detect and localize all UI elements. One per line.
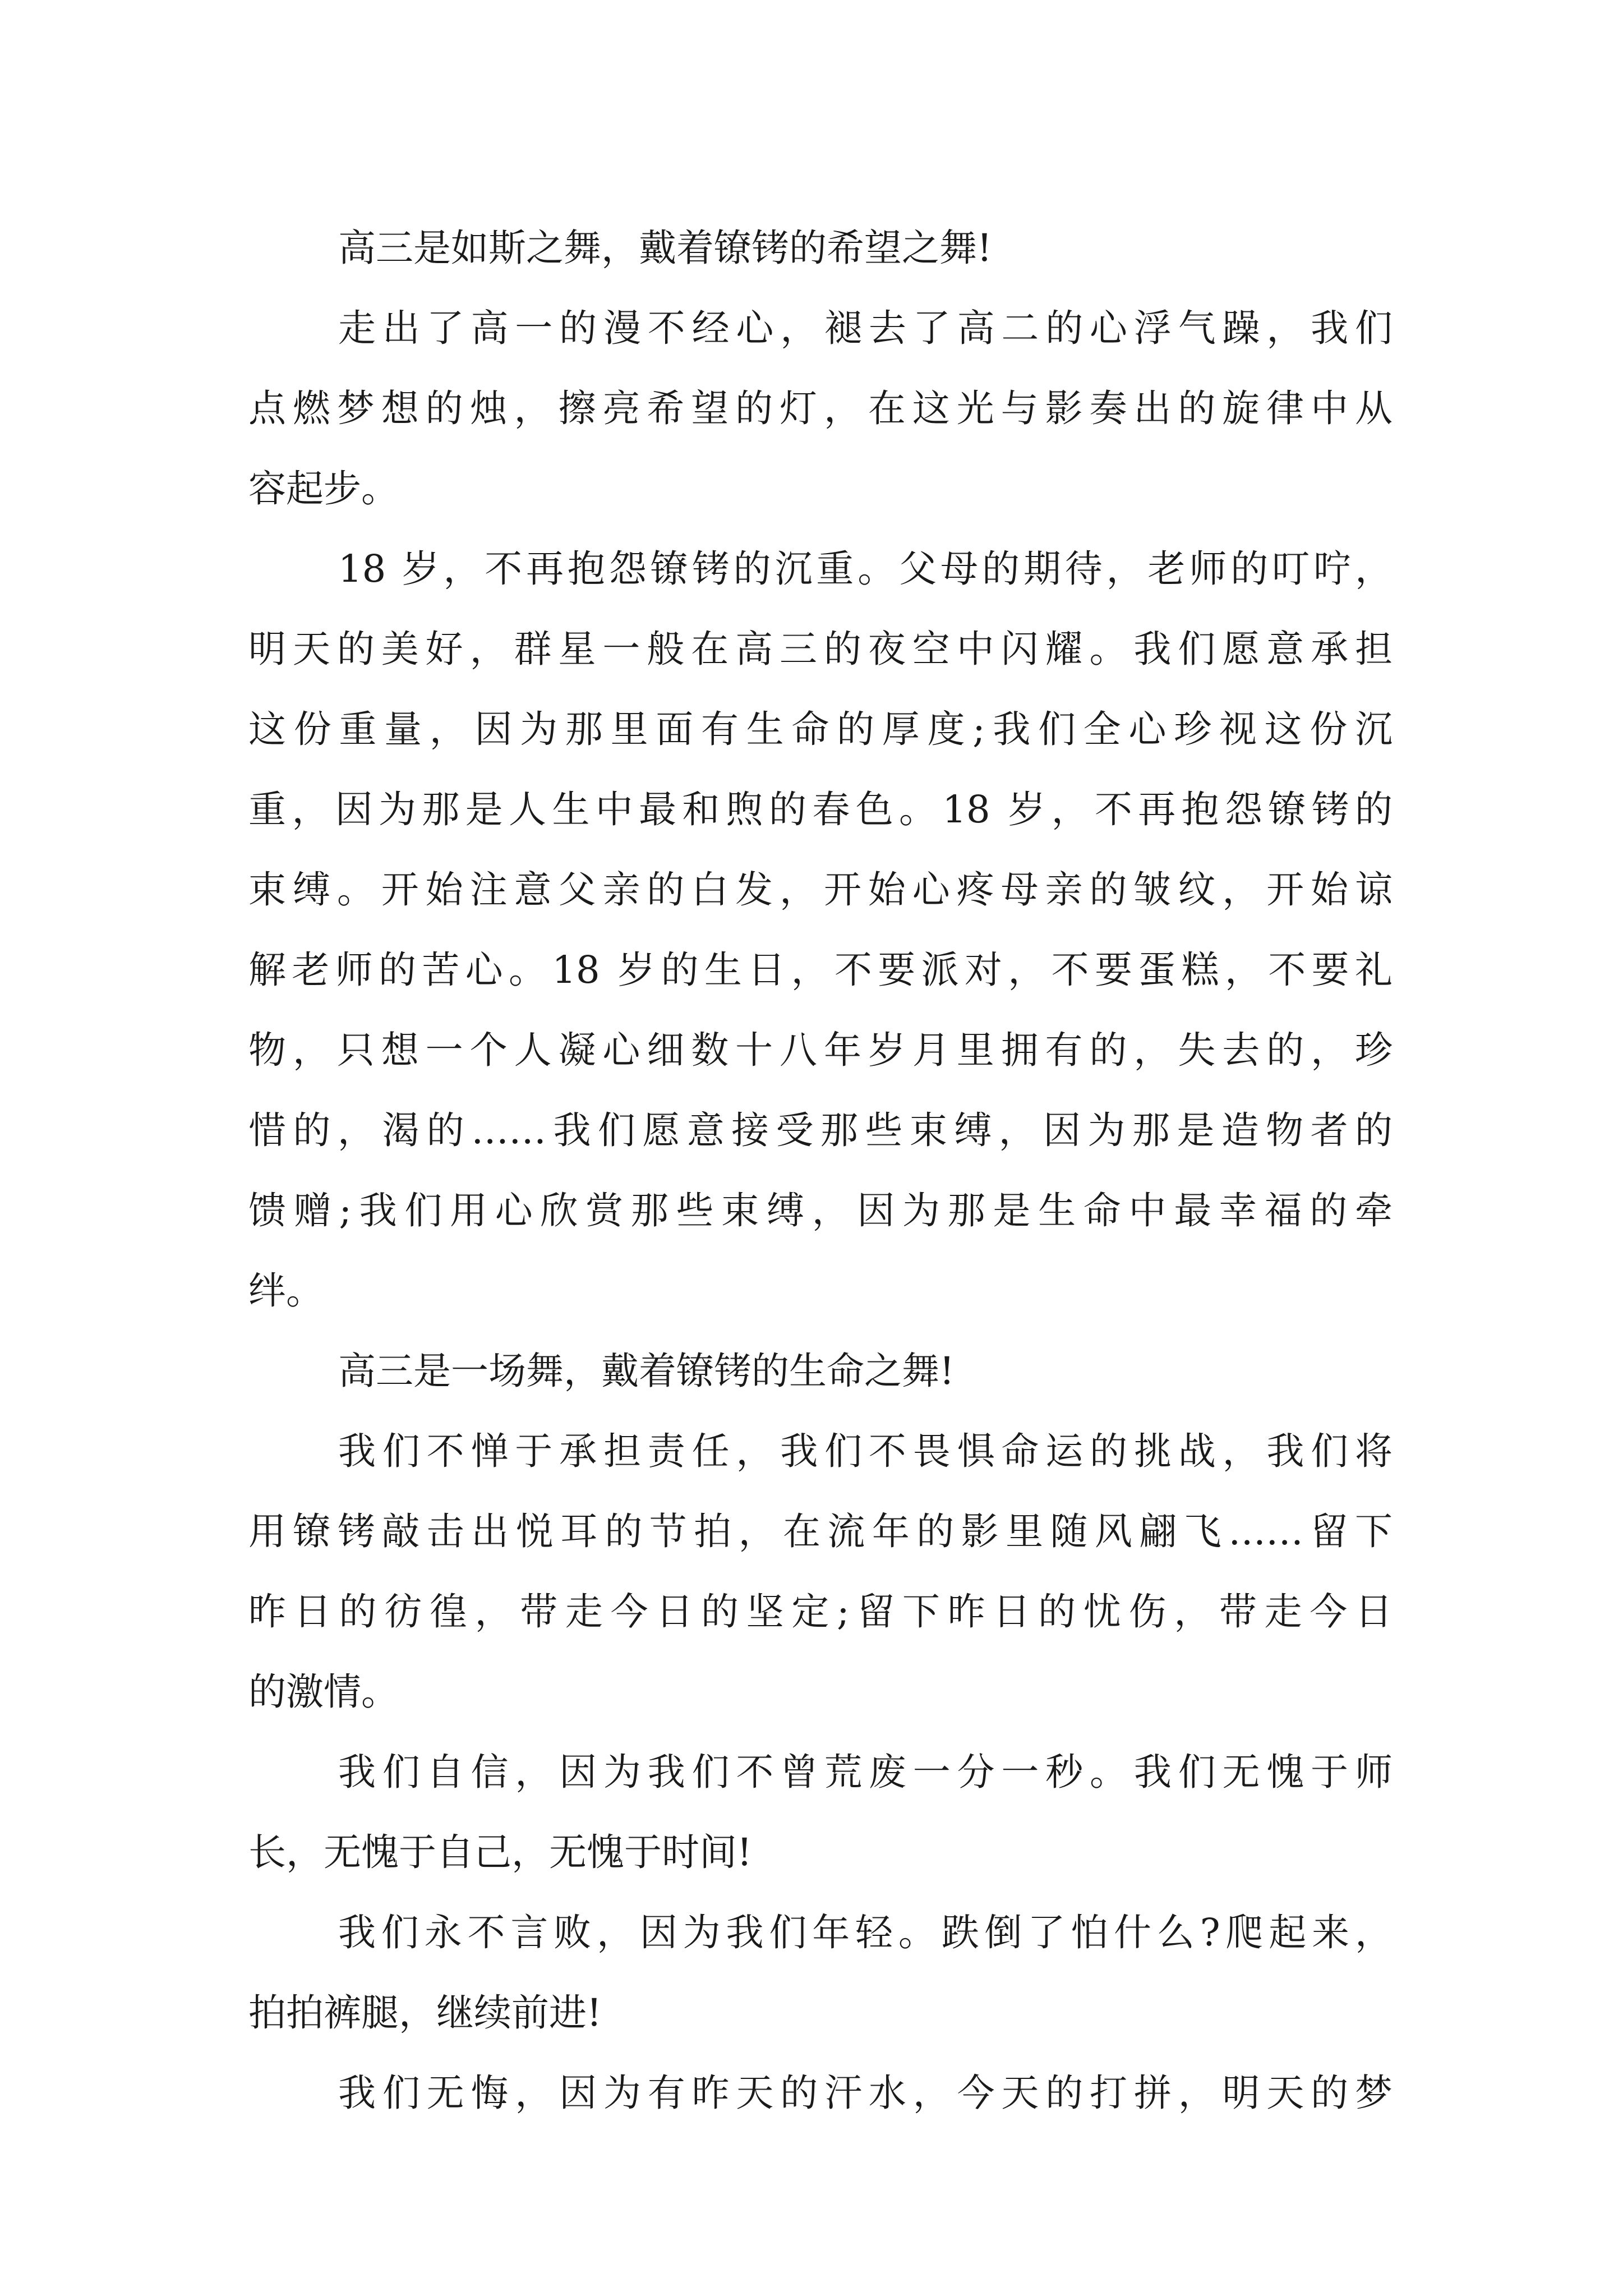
text-line: 这份重量，因为那里面有生命的厚度;我们全心珍视这份沉 — [248, 707, 1393, 751]
text-line: 高三是一场舞，戴着镣铐的生命之舞! — [338, 1349, 955, 1393]
text-line: 惜的，渴的……我们愿意接受那些束缚，因为那是造物者的 — [248, 1108, 1393, 1152]
text-line: 解老师的苦心。18 岁的生日，不要派对，不要蛋糕，不要礼 — [248, 948, 1393, 992]
paragraph — [248, 529, 1393, 1331]
text-line: 昨日的彷徨，带走今日的坚定;留下昨日的忧伤，带走今日 — [248, 1590, 1393, 1634]
paragraph — [248, 208, 1393, 288]
text-line: 高三是如斯之舞，戴着镣铐的希望之舞! — [338, 226, 992, 270]
paragraph — [248, 1732, 1393, 1893]
text-line: 重，因为那是人生中最和煦的春色。18 岁，不再抱怨镣铐的 — [248, 788, 1393, 831]
text-line: 拍拍裤腿，继续前进! — [248, 1991, 602, 2035]
paragraph — [248, 1893, 1393, 2053]
document-body — [248, 208, 1393, 2133]
text-line: 的激情。 — [248, 1670, 399, 1714]
text-line: 明天的美好，群星一般在高三的夜空中闪耀。我们愿意承担 — [248, 627, 1393, 671]
text-line: 我们自信，因为我们不曾荒废一分一秒。我们无愧于师 — [338, 1750, 1393, 1794]
text-line: 我们永不言败，因为我们年轻。跌倒了怕什么?爬起来， — [338, 1911, 1393, 1954]
paragraph — [248, 288, 1393, 529]
text-line: 馈赠;我们用心欣赏那些束缚，因为那是生命中最幸福的牵 — [248, 1189, 1393, 1232]
text-line: 长，无愧于自己，无愧于时间! — [248, 1830, 752, 1874]
paragraph — [248, 1331, 1393, 1411]
text-line: 物，只想一个人凝心细数十八年岁月里拥有的，失去的，珍 — [248, 1028, 1393, 1072]
text-line: 走出了高一的漫不经心，褪去了高二的心浮气躁，我们 — [338, 306, 1393, 350]
text-line: 束缚。开始注意父亲的白发，开始心疼母亲的皱纹，开始谅 — [248, 868, 1393, 912]
text-line: 我们无悔，因为有昨天的汗水，今天的打拼，明天的梦 — [338, 2071, 1393, 2115]
text-line: 容起步。 — [248, 467, 399, 510]
text-line: 我们不惮于承担责任，我们不畏惧命运的挑战，我们将 — [338, 1429, 1393, 1473]
paragraph — [248, 2053, 1393, 2133]
text-line: 用镣铐敲击出悦耳的节拍，在流年的影里随风翩飞……留下 — [248, 1510, 1393, 1553]
text-line: 绊。 — [248, 1269, 324, 1313]
text-line: 点燃梦想的烛，擦亮希望的灯，在这光与影奏出的旋律中从 — [248, 386, 1393, 430]
text-line: 18 岁，不再抱怨镣铐的沉重。父母的期待，老师的叮咛， — [338, 547, 1393, 591]
paragraph — [248, 1411, 1393, 1732]
